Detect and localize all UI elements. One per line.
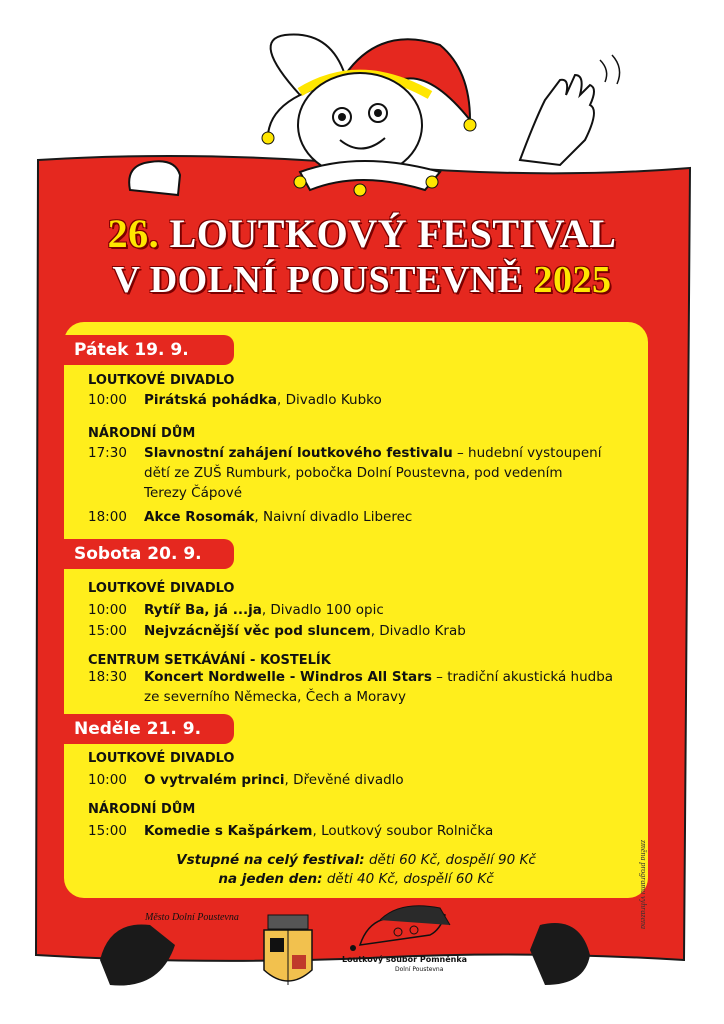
venue-heading: NÁRODNÍ DŮM [88, 802, 196, 817]
venue-heading: CENTRUM SETKÁVÁNÍ - KOSTELÍK [88, 653, 331, 668]
admission-fee-festival [64, 852, 648, 868]
fee-value: děti 40 Kč, dospělí 60 Kč [322, 871, 494, 887]
event-title: Nejvzácnější věc pod sluncem [144, 623, 371, 639]
event-row [88, 821, 628, 841]
event-time: 10:00 [88, 772, 127, 788]
event-detail: – tradiční akustická hudba [431, 669, 614, 685]
fee-value: děti 60 Kč, dospělí 90 Kč [364, 852, 536, 868]
event-time: 17:30 [88, 445, 127, 461]
event-title: Slavnostní zahájení loutkového festivalu [144, 445, 453, 461]
event-time: 18:00 [88, 509, 127, 525]
event-row [88, 507, 628, 527]
event-time: 10:00 [88, 602, 127, 618]
fee-label: Vstupné na celý festival: [176, 852, 365, 868]
event-detail: , Naivní divadlo Liberec [254, 509, 413, 525]
venue-heading: LOUTKOVÉ DIVADLO [88, 751, 235, 766]
event-row [88, 443, 628, 503]
waving-hand-icon [520, 75, 594, 165]
festival-title-line1 [0, 210, 724, 257]
event-title: O vytrvalém princi [144, 772, 285, 788]
event-detail-line2: dětí ze ZUŠ Rumburk, pobočka Dolní Poustevna, pod vedením [144, 465, 563, 481]
venue-heading: NÁRODNÍ DŮM [88, 426, 196, 441]
event-detail: , Divadlo 100 opic [261, 602, 384, 618]
venue-heading: LOUTKOVÉ DIVADLO [88, 373, 235, 388]
festival-title-text: LOUTKOVÝ FESTIVAL [159, 211, 617, 256]
event-detail-line3: Terezy Čápové [144, 485, 243, 501]
event-title: Koncert Nordwelle - Windros All Stars [144, 669, 432, 685]
program-change-note: změna programu vyhrazena [639, 840, 648, 930]
festival-edition-number: 26. [107, 211, 160, 256]
event-detail: , Dřevěné divadlo [284, 772, 404, 788]
event-title: Komedie s Kašpárkem [144, 823, 313, 839]
admission-fee-day [64, 871, 648, 887]
festival-year: 2025 [533, 259, 612, 301]
day-heading-saturday: Sobota 20. 9. [64, 539, 234, 569]
event-title: Rytíř Ba, já ...ja [144, 602, 262, 618]
fee-label: na jeden den: [218, 871, 323, 887]
event-title: Akce Rosomák [144, 509, 255, 525]
left-hand-icon [129, 161, 180, 195]
event-time: 15:00 [88, 823, 127, 839]
event-time: 15:00 [88, 623, 127, 639]
event-row [88, 770, 628, 790]
event-row [88, 600, 628, 620]
ensemble-name: Loutkový soubor Pomněnka [342, 955, 468, 964]
day-heading-sunday: Neděle 21. 9. [64, 714, 234, 744]
event-detail: – hudební vystoupení [452, 445, 602, 461]
event-detail-line2: ze severního Německa, Čech a Moravy [144, 689, 407, 705]
event-detail: , Divadlo Krab [370, 623, 466, 639]
venue-heading: LOUTKOVÉ DIVADLO [88, 581, 235, 596]
event-time: 18:30 [88, 669, 127, 685]
event-title: Pirátská pohádka [144, 392, 277, 408]
event-detail: , Divadlo Kubko [276, 392, 382, 408]
event-time: 10:00 [88, 392, 127, 408]
city-name: Město Dolní Poustevna [145, 912, 239, 923]
event-row [88, 667, 628, 707]
coat-of-arms-icon [264, 915, 312, 985]
ensemble-place: Dolní Poustevna [395, 966, 444, 973]
event-detail: , Loutkový soubor Rolnička [312, 823, 494, 839]
festival-place-text: V DOLNÍ POUSTEVNĚ [112, 259, 534, 301]
festival-title-line2 [0, 258, 724, 302]
event-row [88, 621, 628, 641]
event-row [88, 390, 628, 410]
day-heading-friday: Pátek 19. 9. [64, 335, 234, 365]
